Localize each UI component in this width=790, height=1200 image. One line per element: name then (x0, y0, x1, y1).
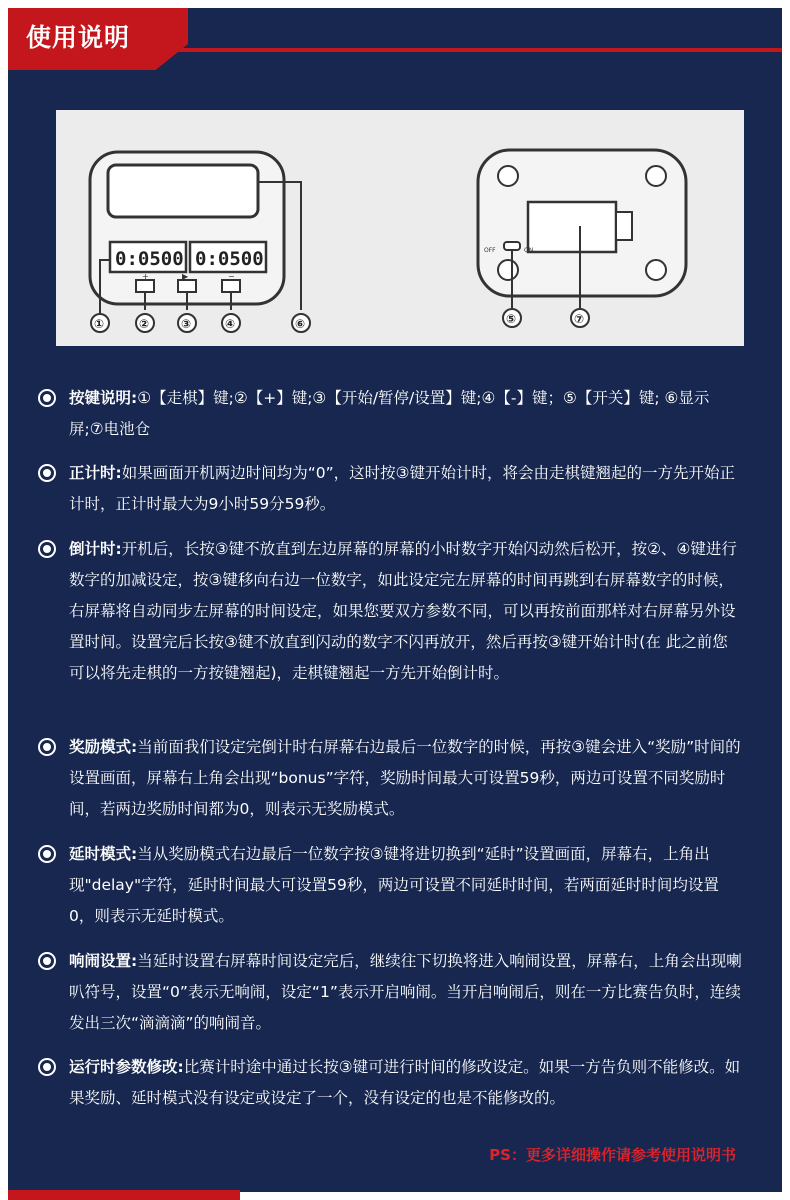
bullet-icon (38, 845, 56, 863)
device-diagram (56, 110, 744, 346)
callout-1: ① (94, 317, 105, 331)
header-divider (150, 48, 782, 52)
svg-text:+: + (142, 272, 149, 281)
right-time-text: 0:0500 (195, 248, 264, 270)
minus-key (222, 280, 240, 292)
section-body: 比赛计时途中通过长按③键可进行时间的修改设定。如果一方告负则不能修改。如果奖励、延时模式没有设定或设定了一个，没有设定的也是不能修改的。 (69, 1058, 741, 1107)
bullet-icon (38, 389, 56, 407)
callout-4: ④ (225, 317, 236, 331)
svg-text:−: − (228, 272, 235, 281)
section-title: 按键说明: (69, 389, 138, 407)
section-body: 如果画面开机两边时间均为“0”，这时按③键开始计时，将会由走棋键翘起的一方先开始正计时，正计时最大为9小时59分59秒。 (69, 464, 736, 513)
bullet-icon (38, 540, 56, 558)
svg-text:▶: ▶ (182, 272, 189, 281)
bullet-icon (38, 952, 56, 970)
section-title: 响闹设置: (69, 952, 138, 970)
callout-5: ⑤ (506, 312, 517, 326)
callout-2: ② (139, 317, 150, 331)
section-countdown (38, 534, 742, 689)
section-title: 延时模式: (69, 845, 138, 863)
section-title: 倒计时: (69, 540, 122, 558)
section-body: 当前面我们设定完倒计时右屏幕右边最后一位数字的时候，再按③键会进入“奖励”时间的设置画面，屏幕右上角会出现“bonus”字符，奖励时间最大可设置59秒，两边可设置不同奖励时间，若两边奖励时间都为0，则表示无奖励模式。 (69, 738, 741, 818)
section-body: ①【走棋】键;②【+】键;③【开始/暂停/设置】键;④【-】键；⑤【开关】键; ⑥显示屏;⑦电池仓 (69, 389, 710, 438)
callout-6: ⑥ (295, 317, 306, 331)
on-label: ON (524, 247, 534, 254)
section-body: 开机后，长按③键不放直到左边屏幕的屏幕的小时数字开始闪动然后松开，按②、④键进行数字的加减设定，按③键移向右边一位数字，如此设定完左屏幕的时间再跳到右屏幕数字的时候，右屏幕将自动同步左屏幕的时间设定，如果您要双方参数不同，可以再按前面那样对右屏幕另外设置时间。设置完后长按③键不放直到闪动的数字不闪再放开，然后再按③键开始计时(在 此之前您可以将先走棋的一方按键翘起)，走棋键翘起一方先开始倒计时。 (69, 540, 737, 682)
section-body: 当延时设置右屏幕时间设定完后，继续往下切换将进入响闹设置，屏幕右，上角会出现喇叭符号，设置“0”表示无响闹，设定“1”表示开启响闹。当开启响闹后，则在一方比赛告负时，连续发出三次“滴滴滴”的响闹音。 (69, 952, 742, 1032)
bullet-icon (38, 464, 56, 482)
section-body: 当从奖励模式右边最后一位数字按③键将进切换到“延时”设置画面，屏幕右，上角出现"delay"字符，延时时间最大可设置59秒，两边可设置不同延时时间，若两面延时时间均设置0，则表示无延时模式。 (69, 845, 719, 925)
bottom-accent-bar (8, 1190, 240, 1200)
section-title: 运行时参数修改: (69, 1058, 184, 1076)
bullet-icon (38, 738, 56, 756)
clock-back-view (478, 150, 686, 327)
page-title: 使用说明 (26, 23, 131, 52)
plus-key (136, 280, 154, 292)
section-delay-mode (38, 839, 742, 932)
start-pause-key (178, 280, 196, 292)
display-screen (108, 165, 258, 217)
section-title: 正计时: (69, 464, 122, 482)
callout-3: ③ (181, 317, 192, 331)
off-label: OFF (484, 247, 496, 254)
section-count-up (38, 458, 742, 520)
callout-7: ⑦ (574, 312, 585, 326)
bullet-icon (38, 1058, 56, 1076)
battery-compartment (528, 202, 616, 252)
ps-note: PS：更多详细操作请参考使用说明书 (489, 1146, 736, 1164)
clock-front-view (90, 152, 310, 332)
power-switch (504, 242, 520, 250)
section-alarm-setting (38, 946, 742, 1039)
section-bonus-mode (38, 732, 742, 825)
section-title: 奖励模式: (69, 738, 138, 756)
section-key-description (38, 383, 742, 445)
section-runtime-edit (38, 1052, 742, 1114)
left-time-text: 0:0500 (115, 248, 184, 270)
